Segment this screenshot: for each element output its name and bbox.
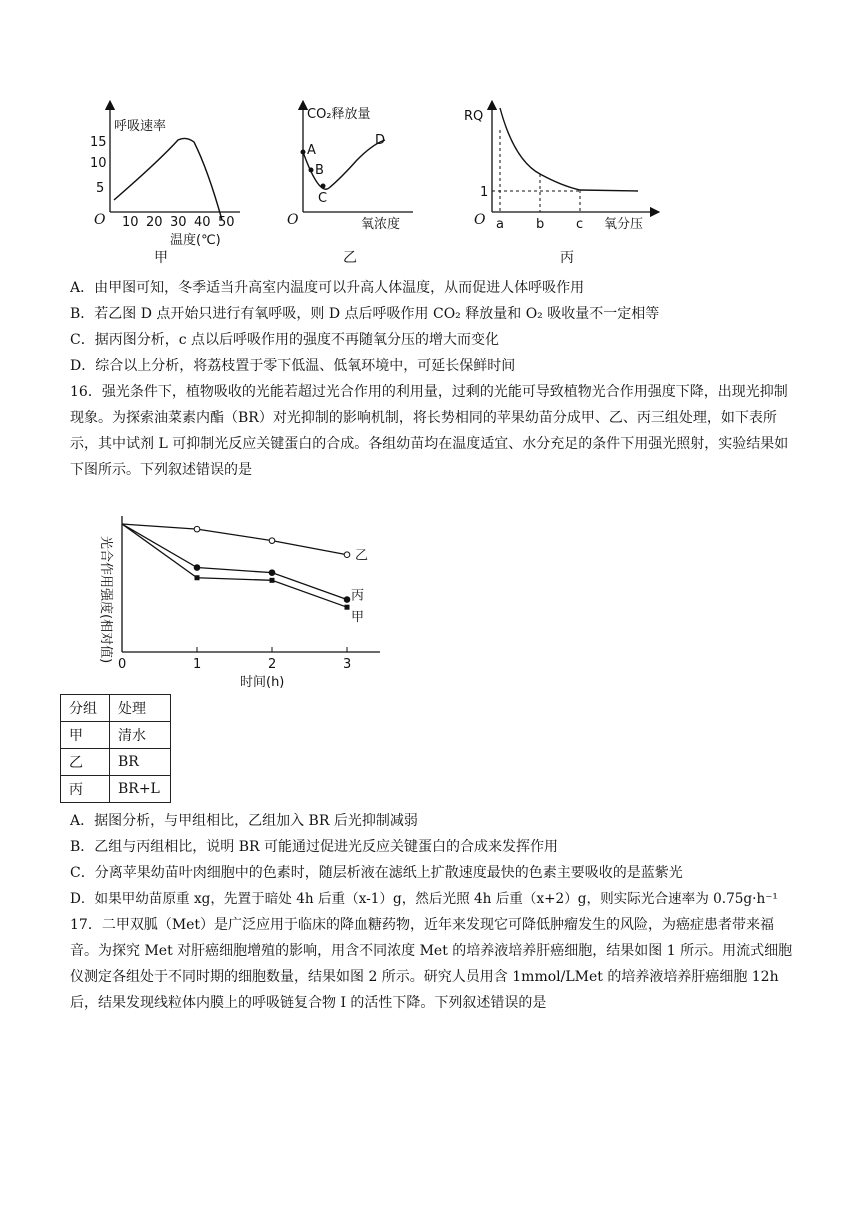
series-line (122, 524, 347, 607)
table-header-cell: 处理 (110, 695, 171, 722)
treatment-table (60, 694, 171, 803)
y-axis-label: 呼吸速率 (114, 119, 167, 134)
data-point (194, 565, 200, 571)
x-tick-label: b (536, 217, 545, 232)
data-point (269, 570, 275, 576)
x-axis-label: 温度(℃) (170, 233, 221, 248)
rq-curve (500, 108, 638, 191)
x-tick-label: 20 (146, 215, 163, 230)
table-row (61, 749, 171, 776)
series-label: 甲 (351, 610, 365, 626)
figure-caption: 丙 (560, 250, 574, 266)
q15-option-a: A．由甲图可知，冬季适当升高室内温度可以升高人体温度，从而促进人体呼吸作用 (70, 280, 585, 296)
figure-jia (90, 100, 250, 270)
y-axis-label: RQ (464, 109, 484, 124)
point-label-c: C (318, 191, 328, 206)
data-point (269, 538, 275, 544)
q15-option-b: B．若乙图 D 点开始只进行有氧呼吸，则 D 点后呼吸作用 CO₂ 释放量和 O₂ 吸收量不一定相等 (70, 306, 660, 322)
table-cell: 清水 (110, 722, 171, 749)
q16-option-b: B．乙组与丙组相比，说明 BR 可能通过促进光反应关键蛋白的合成来发挥作用 (70, 839, 559, 855)
y-axis-label: CO₂释放量 (307, 107, 371, 122)
point-a (301, 150, 306, 155)
q15-option-c: C．据丙图分析，c 点以后呼吸作用的强度不再随氧分压的增大而变化 (70, 332, 500, 348)
data-point (270, 578, 275, 583)
table-cell: 甲 (61, 722, 110, 749)
q16-option-a: A．据图分析，与甲组相比，乙组加入 BR 后光抑制减弱 (70, 813, 418, 829)
y-tick-label: 15 (90, 135, 107, 150)
data-point (195, 575, 200, 580)
q16-option-d: D．如果甲幼苗原重 xg，先置于暗处 4h 后重（x-1）g，然后光照 4h 后重（x+2）g，则实际光合速率为 0.75g·h⁻¹ (70, 891, 778, 907)
x-tick-label: 50 (218, 215, 235, 230)
q16-stem: 16．强光条件下，植物吸收的光能若超过光合作用的利用量，过剩的光能可导致植物光合作用强度下降，出现光抑制现象。为探索油菜素内酯（BR）对光抑制的影响机制，将长势相同的苹果幼苗分成甲、乙、丙三组处理，如下表所示，其中试剂 L 可抑制光反应关键蛋白的合成。各组幼苗均在温度适宜、水分充足的条件下用强光照射，实验结果如下图所示。下列叙述错误的是 (70, 384, 789, 478)
figure-bing (464, 100, 660, 270)
x-tick-label: 2 (268, 657, 277, 672)
point-label-b: B (315, 163, 324, 178)
point-b (309, 168, 314, 173)
figure-caption: 甲 (154, 250, 168, 266)
table-cell: BR (110, 749, 171, 776)
x-tick-label: 10 (122, 215, 139, 230)
origin-label: O (474, 212, 486, 228)
origin-label: O (94, 212, 106, 228)
x-tick-label: 1 (193, 657, 202, 672)
point-label-a: A (307, 143, 316, 158)
x-tick-label: 40 (194, 215, 211, 230)
figure-yi (285, 100, 425, 270)
table-cell: 乙 (61, 749, 110, 776)
y-tick-label: 1 (480, 185, 489, 200)
figure-caption: 乙 (343, 250, 357, 266)
x-axis-label: 氧浓度 (361, 217, 401, 232)
q15-option-d: D．综合以上分析，将荔枝置于零下低温、低氧环境中，可延长保鲜时间 (70, 358, 516, 374)
y-tick-label: 5 (96, 181, 105, 196)
table-cell: BR+L (110, 776, 171, 803)
x-tick-label: c (576, 217, 584, 232)
point-c (321, 184, 326, 189)
series-label: 乙 (355, 548, 369, 564)
photosynthesis-chart (80, 508, 400, 692)
table-row (61, 722, 171, 749)
q17-stem: 17．二甲双胍（Met）是广泛应用于临床的降血糖药物，近年来发现它可降低肿瘤发生的风险，为癌症患者带来福音。为探究 Met 对肝癌细胞增殖的影响，用含不同浓度 Met 的培养液培养肝癌细胞，结果如图 1 所示。用流式细胞仪测定各组处于不同时期的细胞数量，结果如图 2 所示。研究人员用含 1mmol/LMet 的培养液培养肝癌细胞 12h 后，结果发现线粒体内膜上的呼吸链复合物 I 的活性下降。下列叙述错误的是 (70, 917, 793, 1011)
table-header-cell: 分组 (61, 695, 110, 722)
series-label: 丙 (351, 588, 365, 604)
y-axis-label: 光合作用强度(相对值) (98, 536, 113, 664)
table-cell: 丙 (61, 776, 110, 803)
point-label-d: D (375, 133, 386, 148)
x-tick-label: 3 (343, 657, 352, 672)
data-point (344, 597, 350, 603)
respiration-curve (114, 138, 222, 220)
data-point (344, 552, 350, 558)
data-point (345, 605, 350, 610)
origin-label: 0 (118, 657, 127, 672)
data-point (194, 526, 200, 532)
x-axis-label: 氧分压 (604, 217, 644, 232)
table-row (61, 776, 171, 803)
y-tick-label: 10 (90, 156, 107, 171)
x-axis-label: 时间(h) (240, 675, 285, 690)
x-tick-label: a (496, 217, 504, 232)
table-header-row (61, 695, 171, 722)
origin-label: O (287, 212, 299, 228)
x-tick-label: 30 (170, 215, 187, 230)
series-line (122, 524, 347, 555)
q16-option-c: C．分离苹果幼苗叶肉细胞中的色素时，随层析液在滤纸上扩散速度最快的色素主要吸收的是蓝紫光 (70, 865, 683, 881)
